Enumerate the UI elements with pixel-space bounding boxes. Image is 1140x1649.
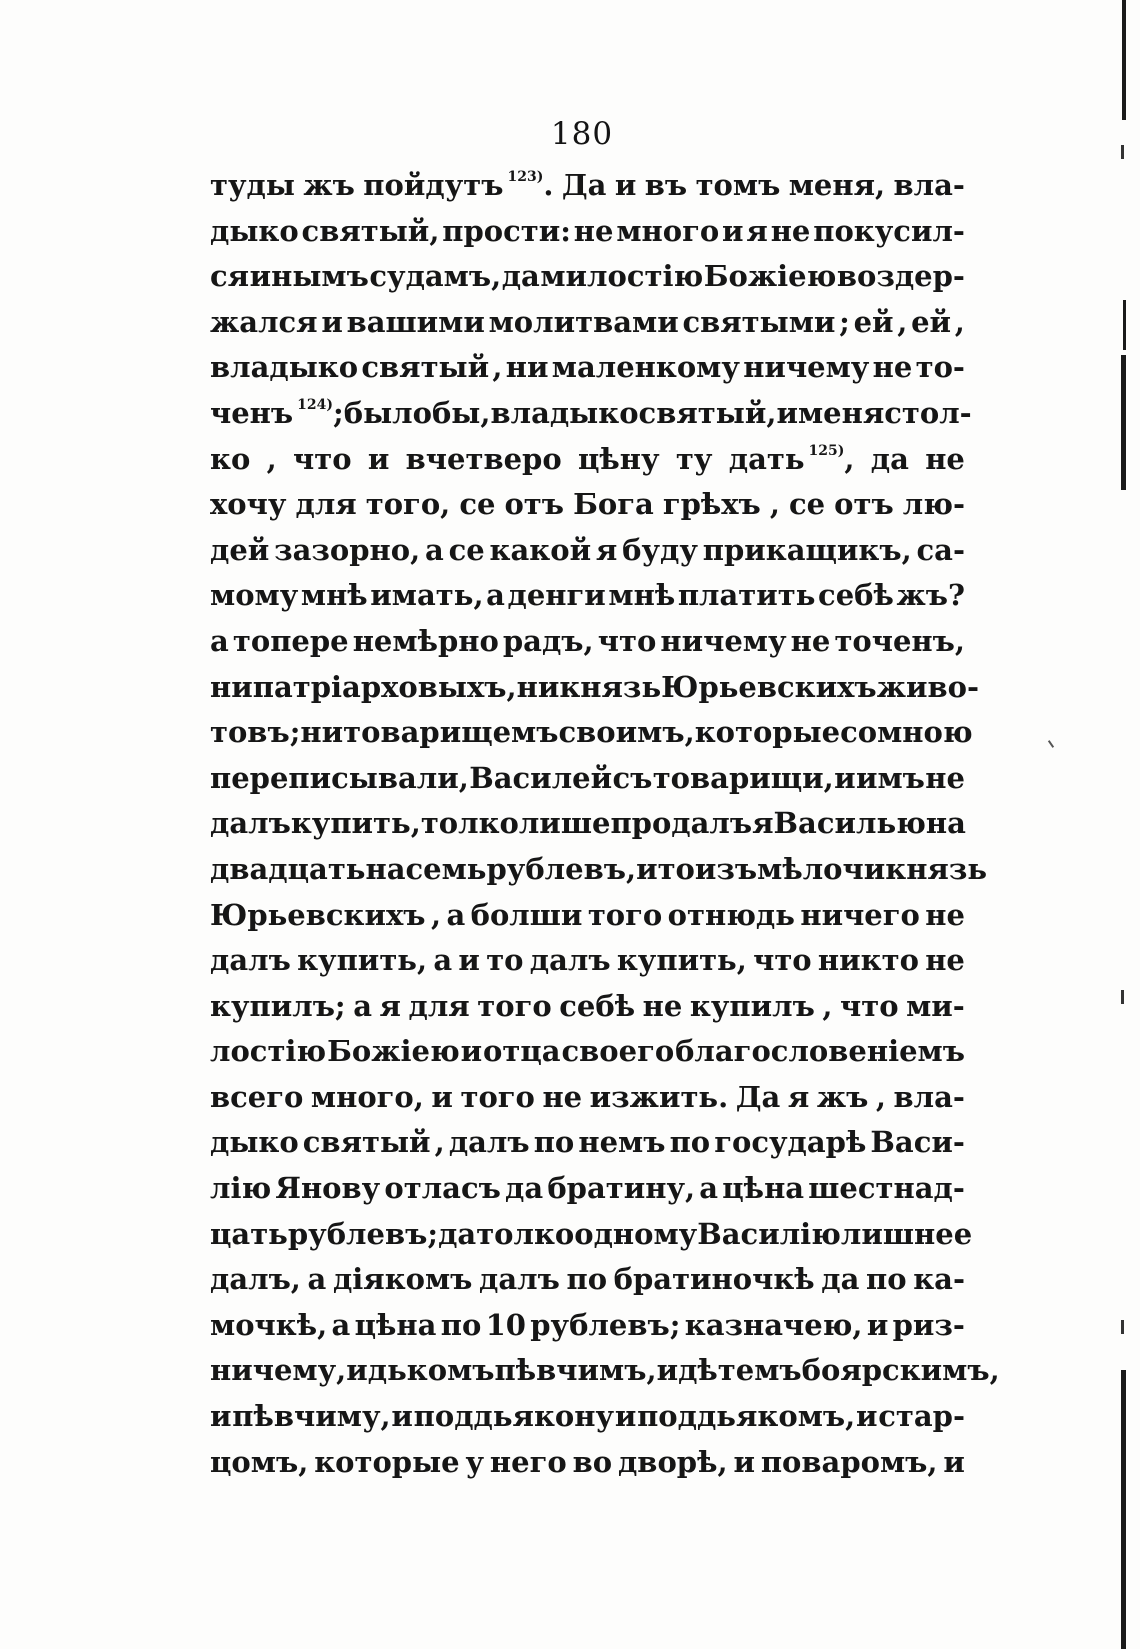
word: вчетверо — [405, 441, 562, 476]
word: а — [699, 1171, 719, 1206]
word: много, — [310, 1079, 424, 1114]
word: мочкѣ, — [210, 1307, 328, 1342]
word: всего — [210, 1079, 304, 1114]
word: переписывали, — [210, 760, 469, 795]
word: жъ? — [896, 578, 965, 613]
word: цѣну — [577, 441, 660, 476]
word: дей — [210, 532, 270, 567]
word: далъ, — [210, 1262, 301, 1297]
word: да — [505, 1171, 544, 1206]
word: не — [790, 623, 831, 658]
scan-speck — [1048, 740, 1054, 748]
text-line — [210, 624, 965, 670]
word: отнюдь — [667, 897, 795, 932]
word: по — [440, 1307, 482, 1342]
word: жъ — [303, 168, 355, 202]
word: купилъ; — [210, 988, 346, 1023]
word: какой — [489, 532, 592, 567]
scan-edge-mark — [1121, 1320, 1124, 1334]
word: которые — [314, 1444, 460, 1479]
footnote-ref: 124) — [297, 396, 334, 413]
word: казначею, — [684, 1307, 863, 1342]
text-line — [210, 898, 965, 944]
word: имать, — [370, 578, 484, 613]
word: я — [787, 1079, 810, 1114]
text-line — [210, 1034, 965, 1080]
word: ся — [210, 259, 250, 294]
word: и — [776, 395, 798, 430]
text-line — [210, 806, 965, 852]
word: радъ, — [502, 623, 594, 658]
word: Юрьевскихъ — [661, 669, 877, 704]
word: и — [458, 943, 480, 978]
word: , — [492, 350, 503, 385]
word: двадцать — [210, 851, 366, 886]
word: себѣ — [818, 578, 894, 613]
word: отъ — [504, 487, 565, 522]
word: и — [722, 213, 744, 248]
text-line — [210, 487, 965, 533]
word: то — [486, 943, 524, 978]
word: Божіею — [703, 259, 837, 294]
text-line — [210, 578, 965, 624]
word: а — [210, 623, 229, 658]
word: для — [295, 487, 357, 522]
word: себѣ — [559, 988, 636, 1023]
word: , — [822, 988, 833, 1023]
word: и — [614, 168, 637, 202]
word: прости: — [442, 213, 571, 248]
word: милостію — [540, 259, 704, 294]
word: Васи- — [870, 1125, 965, 1160]
word: да — [821, 1262, 860, 1297]
word: стар- — [878, 1399, 965, 1434]
word: на — [925, 806, 966, 841]
word: и — [346, 1353, 368, 1388]
word: мнѣ — [300, 578, 368, 613]
word: владыко — [210, 350, 359, 385]
word: ничему — [660, 623, 787, 658]
word: , — [430, 897, 442, 932]
word: и — [834, 760, 856, 795]
word: изжить. — [589, 1079, 729, 1114]
word: ка- — [913, 1262, 965, 1297]
word: купилъ — [689, 988, 815, 1023]
word: мѣлочи — [757, 851, 886, 886]
word: цомъ, — [210, 1444, 309, 1479]
word: товъ; — [210, 715, 301, 750]
word: и — [431, 1079, 453, 1114]
text-line — [210, 168, 965, 214]
word: , — [434, 1125, 445, 1160]
word: того — [587, 897, 663, 932]
word: владыко — [490, 395, 639, 430]
word: купить, — [297, 943, 428, 978]
word: и — [210, 1399, 232, 1434]
word: патріарховыхъ, — [252, 669, 517, 704]
text-line — [210, 1125, 965, 1171]
word: рублевъ, — [486, 851, 637, 886]
text-line — [210, 1399, 965, 1445]
text-line — [210, 1308, 965, 1354]
word: не — [573, 213, 614, 248]
word: да — [438, 1216, 477, 1251]
word: , — [875, 1079, 886, 1114]
word: томъ — [695, 168, 781, 202]
word: братиночкѣ — [613, 1262, 815, 1297]
word: , — [954, 304, 965, 339]
body-text — [210, 168, 1000, 1490]
word: , — [266, 441, 277, 476]
text-line — [210, 715, 973, 761]
word: святый — [361, 350, 490, 385]
word: ми- — [906, 988, 965, 1023]
word: поддьякомъ, — [637, 1399, 856, 1434]
word: платить — [677, 578, 816, 613]
word: лостію — [210, 1034, 327, 1069]
word: ничему — [743, 350, 870, 385]
word: ни — [300, 715, 344, 750]
word: вла- — [893, 168, 965, 202]
text-line — [210, 214, 965, 260]
scan-edge-mark — [1121, 355, 1126, 490]
word: и — [866, 1307, 889, 1342]
word: зазорно, — [274, 532, 421, 567]
word: семь — [405, 851, 487, 886]
word: Да — [561, 168, 607, 202]
word: по — [866, 1262, 907, 1297]
word: по — [566, 1262, 608, 1297]
word: са- — [916, 532, 965, 567]
word: я — [595, 532, 618, 567]
word: меня — [797, 395, 885, 430]
word: что — [293, 441, 352, 476]
scan-edge-mark — [1121, 990, 1124, 1004]
word: не — [770, 213, 811, 248]
word: я — [379, 988, 401, 1023]
word: одному — [574, 1216, 698, 1251]
word: и — [943, 1444, 965, 1479]
word: того — [460, 1079, 535, 1114]
word: грѣхъ — [662, 487, 761, 522]
word: буду — [622, 532, 698, 567]
word: туды — [210, 168, 295, 202]
word: , — [897, 304, 908, 339]
word: во — [572, 1444, 613, 1479]
word: него — [489, 1444, 567, 1479]
word: рублевъ; — [287, 1216, 439, 1251]
word: далъ — [529, 943, 611, 978]
word: которые — [694, 715, 841, 750]
word: немъ — [578, 1125, 666, 1160]
word: пойдутъ $^{123)}$. — [363, 168, 554, 202]
word: дѣтемъ — [678, 1353, 802, 1388]
word: ей — [911, 304, 952, 339]
word: со — [840, 715, 878, 750]
text-line — [210, 1262, 965, 1308]
word: судамъ, — [369, 259, 502, 294]
word: цать — [210, 1216, 288, 1251]
word: того — [477, 988, 552, 1023]
word: Василей — [469, 760, 613, 795]
word: по — [533, 1125, 575, 1160]
word: не — [925, 441, 965, 476]
word: стол- — [884, 395, 972, 430]
word: а — [446, 897, 466, 932]
scan-edge-mark — [1121, 1370, 1126, 1649]
word: Божіею — [327, 1034, 460, 1069]
text-line — [210, 851, 988, 898]
word: Бога — [573, 487, 654, 522]
word: Да — [735, 1079, 781, 1114]
word: товарищемъ — [343, 715, 559, 750]
word: прикащикъ, — [702, 532, 912, 567]
word: шестнад- — [808, 1171, 965, 1206]
text-line — [210, 989, 965, 1035]
word: се — [448, 532, 485, 567]
text-line — [210, 442, 965, 488]
footnote-ref: 125) — [808, 442, 845, 459]
word: рублевъ; — [530, 1307, 681, 1342]
word: ; — [839, 304, 850, 339]
word: мною — [877, 715, 973, 750]
text-line — [210, 943, 965, 989]
word: для — [408, 988, 470, 1023]
word: риз- — [892, 1307, 965, 1342]
text-line — [210, 533, 965, 579]
scan-edge-mark — [1123, 300, 1126, 350]
word: покусил- — [813, 213, 965, 248]
word: бы, — [431, 395, 491, 430]
word: боярскимъ, — [801, 1353, 1000, 1388]
word: топере — [232, 623, 349, 658]
word: князь — [885, 851, 988, 886]
word: у — [465, 1444, 485, 1479]
text-line — [210, 1171, 965, 1217]
word: да — [870, 441, 909, 476]
word: а — [425, 532, 444, 567]
word: Юрьевскихъ — [210, 897, 426, 932]
word: лише — [518, 806, 611, 841]
word: далъ — [210, 806, 291, 841]
word: князь — [559, 669, 662, 704]
word: се — [789, 487, 826, 522]
word: было — [343, 395, 432, 430]
word: цѣна — [722, 1171, 805, 1206]
word: ту — [675, 441, 713, 476]
word: государѣ — [714, 1125, 867, 1160]
word: жался — [210, 304, 318, 339]
word: вла- — [893, 1079, 965, 1114]
word: діякомъ — [332, 1262, 473, 1297]
word: и — [855, 1399, 878, 1434]
word: пѣвчиму, — [232, 1399, 391, 1434]
word: дворѣ, — [617, 1444, 728, 1479]
word: поддьякону — [413, 1399, 615, 1434]
word: я — [746, 213, 768, 248]
word: ничему, — [210, 1353, 347, 1388]
word: далъ — [479, 1262, 560, 1297]
word: то — [657, 851, 695, 886]
word: а — [331, 1307, 351, 1342]
word: съ — [612, 760, 653, 795]
word: и — [614, 1399, 637, 1434]
word: то- — [915, 350, 965, 385]
word: лишнее — [840, 1216, 973, 1251]
word: ни — [210, 669, 253, 704]
word: Василью — [773, 806, 926, 841]
word: не — [542, 1079, 583, 1114]
word: дыко — [210, 1125, 299, 1160]
word: молитвами — [488, 304, 679, 339]
scan-edge-mark — [1121, 145, 1124, 159]
word: святый, — [638, 395, 777, 430]
word: на — [365, 851, 406, 886]
text-line — [210, 395, 972, 442]
word: воздер- — [836, 259, 965, 294]
word: , — [769, 487, 780, 522]
word: и — [733, 1444, 755, 1479]
word: отъ — [834, 487, 894, 522]
word: купить, — [290, 806, 421, 841]
word: а — [486, 578, 505, 613]
word: имъ — [855, 760, 925, 795]
word: ей — [853, 304, 894, 339]
word: я — [752, 806, 774, 841]
word: что — [753, 943, 812, 978]
word: меня, — [788, 168, 886, 202]
word: никто — [817, 943, 919, 978]
word: болши — [470, 897, 583, 932]
word: точенъ, — [834, 623, 965, 658]
word: отца — [483, 1034, 561, 1069]
word: много — [616, 213, 720, 248]
word: и — [391, 1399, 413, 1434]
page-number: 180 — [550, 116, 614, 152]
word: цѣна — [354, 1307, 437, 1342]
word: своего — [561, 1034, 675, 1069]
word: ченъ $^{124)}$; — [210, 395, 344, 430]
word: а — [353, 988, 372, 1023]
text-line — [210, 1353, 1000, 1399]
word: отласъ — [384, 1171, 501, 1206]
word: вашими — [346, 304, 485, 339]
word: и — [367, 441, 390, 476]
text-line — [210, 305, 965, 351]
word: мому — [210, 578, 299, 613]
word: того, — [365, 487, 451, 522]
word: святый — [302, 1125, 431, 1160]
scan-edge-mark — [1122, 0, 1126, 120]
text-line — [210, 669, 980, 716]
word: лію — [210, 1171, 272, 1206]
word: товарищи, — [652, 760, 834, 795]
word: Василію — [697, 1216, 841, 1251]
word: денги — [507, 578, 606, 613]
word: а — [433, 943, 453, 978]
word: ни — [505, 350, 549, 385]
text-line — [210, 1080, 965, 1126]
word: братину, — [547, 1171, 696, 1206]
word: въ — [644, 168, 688, 202]
word: и — [636, 851, 658, 886]
word: дать $^{125)}$, — [728, 441, 855, 476]
word: ни — [516, 669, 560, 704]
text-line — [210, 350, 965, 396]
word: толко — [476, 1216, 575, 1251]
word: ко — [210, 441, 251, 476]
word: изъ — [694, 851, 758, 886]
word: ничего — [800, 897, 920, 932]
word: мнѣ — [608, 578, 676, 613]
word: толко — [420, 806, 519, 841]
word: дькомъ — [367, 1353, 495, 1388]
word: хочу — [210, 487, 287, 522]
word: далъ — [210, 943, 291, 978]
text-line — [210, 1445, 965, 1491]
word: дыко — [210, 213, 299, 248]
word: Янову — [275, 1171, 381, 1206]
word: инымъ — [249, 259, 369, 294]
word: пѣвчимъ, — [494, 1353, 657, 1388]
word: поваромъ, — [760, 1444, 938, 1479]
word: а — [307, 1262, 327, 1297]
word: благословеніемъ — [675, 1034, 965, 1069]
word: не — [925, 897, 965, 932]
word: не — [925, 943, 965, 978]
text-line — [210, 761, 965, 807]
text-line — [210, 1216, 973, 1263]
word: что — [840, 988, 899, 1023]
word: лю- — [902, 487, 965, 522]
word: немѣрно — [352, 623, 499, 658]
word: 10 — [485, 1307, 526, 1342]
word: купить, — [616, 943, 747, 978]
word: и — [656, 1353, 679, 1388]
word: жъ — [816, 1079, 869, 1114]
word: продалъ — [610, 806, 753, 841]
word: и — [321, 304, 343, 339]
word: что — [597, 623, 657, 658]
word: не — [925, 760, 965, 795]
word: не — [872, 350, 913, 385]
word: святый, — [301, 213, 440, 248]
word: живо- — [876, 669, 980, 704]
word: се — [459, 487, 496, 522]
word: далъ — [448, 1125, 530, 1160]
word: и — [460, 1034, 483, 1069]
word: святыми — [682, 304, 836, 339]
text-line — [210, 259, 965, 305]
word: не — [642, 988, 683, 1023]
word: своимъ, — [558, 715, 695, 750]
word: да — [501, 259, 540, 294]
word: маленкому — [551, 350, 740, 385]
footnote-ref: 123) — [507, 169, 544, 185]
word: по — [669, 1125, 711, 1160]
